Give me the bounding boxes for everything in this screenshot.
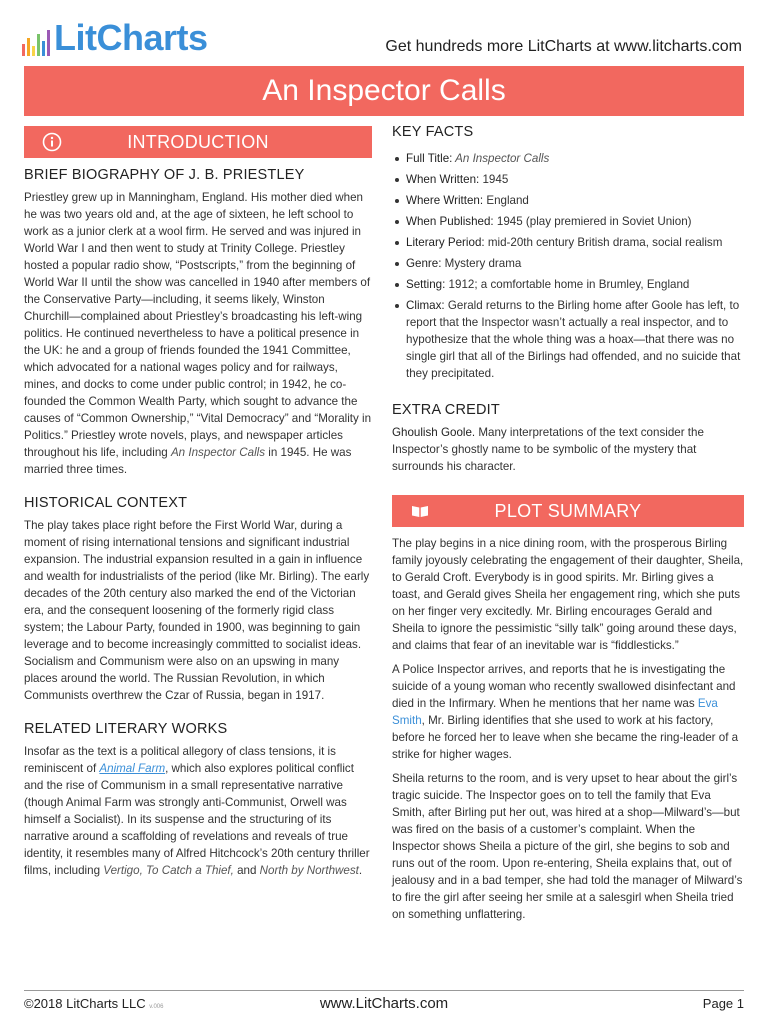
info-icon [42, 132, 62, 152]
logo-bar [37, 34, 40, 56]
extra-credit-body: Many interpretations of the text consider the Inspector’s ghostly name to be symbolic of the mystery that surrounds his character. [392, 426, 704, 473]
page-number: Page 1 [702, 996, 744, 1011]
copyright-text: ©2018 LitCharts LLC [24, 996, 146, 1011]
fact-value: 1912; a comfortable home in Brumley, England [445, 278, 690, 291]
related-text-2: , which also explores political conflict and the rise of Communism in a small representative narrative (though Animal Farm was strongly anti-Communist, Orwell was himself a Socialist). In its suspense and the structuring of its narrative around a scaffolding of revelations and reveals of true identity, it resembles many of Alfred Hitchcock’s 20th century thriller films, including [24, 762, 370, 877]
eva-smith-link[interactable]: Eva Smith [392, 697, 718, 727]
extra-credit-lead: Ghoulish Goole. [392, 426, 476, 439]
logo-text: LitCharts [54, 17, 208, 58]
logo-bar [32, 46, 35, 56]
biography-heading: BRIEF BIOGRAPHY OF J. B. PRIESTLEY [24, 167, 305, 183]
plot-p2-text-a: A Police Inspector arrives, and reports that he is investigating the suicide of a young woman who recently swallowed disinfectant and died in the Infirmary. When he mentions that her name was [392, 663, 736, 710]
fact-item [392, 297, 744, 382]
historical-context-heading: HISTORICAL CONTEXT [24, 495, 188, 511]
fact-value: England [483, 194, 529, 207]
logo-bar [22, 44, 25, 56]
fact-item [392, 255, 744, 272]
plot-paragraph-1: The play begins in a nice dining room, with the prosperous Birling family joyously celebrating the engagement of their daughter, Sheila, to Gerald Croft. Everybody is in good spirits. Mr. Birling gives a toast, and Gerald gives Sheila her engagement ring, which she puts on her finger very excitedly. Mr. Birling encourages Gerald and Sheila to ignore the pessimistic “silly talk” going around these days, and claims that fear of an inevitable war is “fiddlesticks.” [392, 537, 744, 652]
logo-bar [42, 41, 45, 56]
fact-key: When Published: [406, 215, 494, 228]
key-facts-heading: KEY FACTS [392, 124, 474, 140]
fact-item [392, 276, 744, 293]
fact-value: 1945 (play premiered in Soviet Union) [493, 215, 692, 228]
plot-paragraph-3: Sheila returns to the room, and is very upset to hear about the girl’s tragic suicide. The Inspector goes on to tell the family that Eva Smith, after Birling put her out, was hired at a shop—Milward’s—but was fired on the basis of a customer’s complaint. When the Inspector shows Sheila a picture of the girl, she begins to sob and runs out of the room. Upon re-entering, Sheila explains that, out of jealousy and in a bad temper, she had told the manager of Milward’s to fire the girl after seeing her smile at a salesgirl when Sheila tried on something unflattering. [392, 772, 743, 921]
fact-key: Full Title: [406, 152, 453, 165]
fact-item [392, 213, 744, 230]
fact-item [392, 150, 744, 167]
fact-key: When Written: [406, 173, 480, 186]
fact-key: Setting: [406, 278, 446, 291]
fact-item [392, 234, 744, 251]
biography-text-1: Priestley grew up in Manningham, England. His mother died when he was two years old and, at the age of sixteen, he left school to work as a junior clerk at a wool firm. He served and was injured in World War I and then went to study at Trinity College. Priestley hosted a popular radio show, “Postscripts,” from the beginning of World War II until the show was cancelled in 1940 after members of the Conservative Party—including, it seems likely, Winston Churchill—complained about Priestley’s broadcasting his left-wing politics. He continued nevertheless to have a political presence in the UK: he and a group of friends founded the 1941 Committee, which advocated for a national wages policy and for railways, mines, and docks to come under public control; in 1942, he co-founded the Common Wealth Party, which sought to advance the causes of “Common Ownership,” “Vital Democracy” and “Morality in Politics.” Priestley wrote novels, plays, and newspaper articles throughout his life, including [24, 191, 372, 459]
page-title: An Inspector Calls [24, 66, 744, 116]
left-column [24, 126, 372, 879]
related-works-heading: RELATED LITERARY WORKS [24, 721, 228, 737]
extra-credit-heading: EXTRA CREDIT [392, 402, 500, 418]
fact-value: Gerald returns to the Birling home after Goole has left, to report that the Inspector wasn’t actually a real inspector, and to hypothesize that the whole thing was a hoax—that there was no single girl that all of the Birlings had offended, and no suicide that they precipitated. [406, 299, 741, 380]
right-column [392, 124, 744, 923]
related-text-1: Insofar as the text is a political allegory of class tensions, it is reminiscent of [24, 745, 336, 775]
fact-key: Where Written: [406, 194, 484, 207]
related-film-2: North by Northwest [259, 864, 359, 877]
historical-context-text: The play takes place right before the First World War, during a moment of rising international tensions and significant industrial expansion. The industrial expansion resulted in a gain in influence and wealth for industrialists of the period (like Mr. Birling). The early decades of the 20th century also marked the end of the Victorian era, and the consequent loosening of the formerly rigid class system; the Labour Party, founded in 1900, was beginning to gain leverage and to become increasingly committed to socialist ideas. Socialism and Communism were also on an upswing in many places around the world. The Russian Revolution, in which Communists overthrew the Czar of Russia, began in 1917. [24, 519, 370, 702]
open-book-icon [410, 501, 430, 521]
version-label: v.006 [149, 1004, 164, 1010]
fact-value: An Inspector Calls [452, 152, 550, 165]
related-works-text [24, 743, 372, 879]
plot-summary-banner [392, 495, 744, 527]
logo-bar [47, 30, 50, 56]
fact-value: 1945 [479, 173, 509, 186]
fact-value: Mystery drama [441, 257, 522, 270]
plot-paragraph-2 [392, 661, 744, 763]
animal-farm-link[interactable]: Animal Farm [99, 762, 166, 775]
biography-text-2: in 1945. He was married three times. [24, 446, 352, 476]
logo-bars-icon [22, 28, 50, 56]
fact-key: Literary Period: [406, 236, 485, 249]
page-footer [24, 990, 744, 1014]
introduction-label: INTRODUCTION [127, 131, 269, 152]
litcharts-logo[interactable] [22, 17, 208, 58]
biography-title-ref: An Inspector Calls [170, 446, 266, 459]
header-tagline[interactable]: Get hundreds more LitCharts at www.litcharts.com [385, 38, 742, 55]
plot-summary-label: PLOT SUMMARY [494, 500, 642, 521]
fact-key: Climax: [406, 299, 445, 312]
footer-site-link[interactable]: www.LitCharts.com [319, 995, 449, 1012]
fact-value: mid-20th century British drama, social realism [484, 236, 723, 249]
related-text-3: and [233, 864, 260, 877]
key-facts-list [392, 150, 744, 382]
related-film-1: Vertigo, To Catch a Thief, [103, 864, 234, 877]
extra-credit-text [392, 424, 744, 475]
plot-p2-text-b: , Mr. Birling identifies that she used to work at his factory, before he forced her to leave when she became the ring-leader of a strike for higher wages. [392, 714, 739, 761]
page-header [0, 0, 768, 74]
logo-bar [27, 38, 30, 56]
fact-key: Genre: [406, 257, 442, 270]
fact-item [392, 192, 744, 209]
fact-item [392, 171, 744, 188]
related-text-4: . [358, 864, 363, 877]
biography-text [24, 189, 372, 478]
introduction-banner [24, 126, 372, 158]
